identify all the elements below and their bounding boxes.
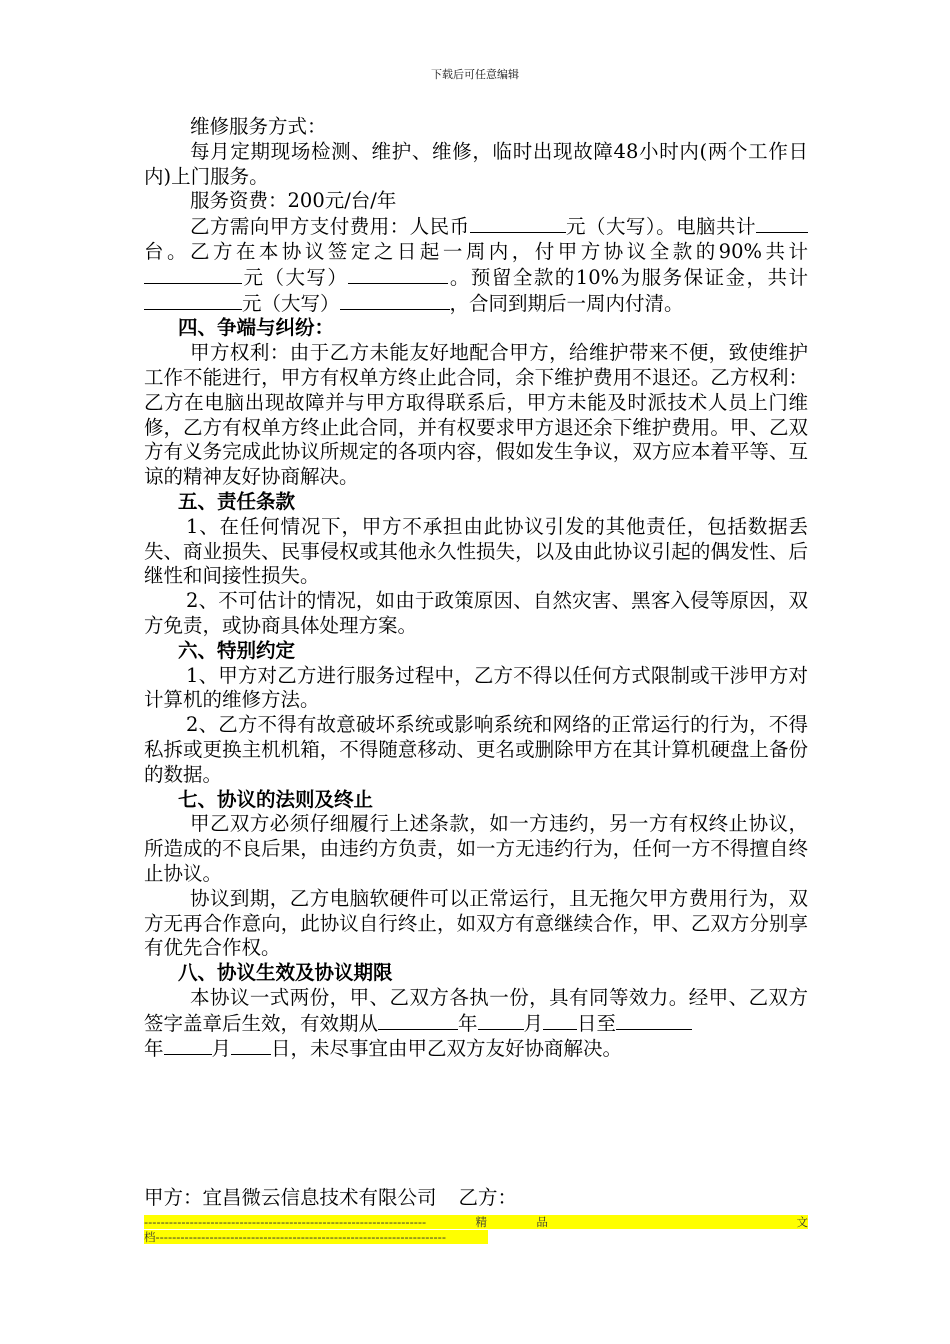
blank-90-uppercase[interactable] (348, 265, 448, 284)
term-text: 日，未尽事宜由甲乙双方友好协商解决。 (271, 1037, 623, 1061)
footer-spacer (597, 1215, 747, 1229)
section-5-item-2: 2、不可估计的情况，如由于政策原因、自然灾害、黑客入侵等原因，双方免责，或协商具体处理方案。 (144, 589, 808, 637)
blank-90-amount[interactable] (144, 265, 242, 284)
payment-text: 。预留全款的10%为服务保证金，共计 (448, 265, 808, 289)
blank-deposit-uppercase[interactable] (340, 291, 450, 310)
payment-text: 台。乙方在本协议签定之日起一周内，付甲方协议全款的90%共计 (144, 239, 808, 263)
section-7-paragraph-1: 甲乙双方必须仔细履行上述条款，如一方违约，另一方有权终止协议，所造成的不良后果，由违约方负责，如一方无违约行为，任何一方不得擅自终止协议。 (144, 812, 808, 885)
payment-text: 乙方需向甲方支付费用：人民币 (190, 215, 470, 239)
section-6-item-2: 2、乙方不得有故意破坏系统或影响系统和网络的正常运行的行为，不得私拆或更换主机机箱，不得随意移动、更名或删除甲方在其计算机硬盘上备份的数据。 (144, 713, 808, 786)
blank-end-day[interactable] (231, 1036, 271, 1055)
section-7-title: 七、协议的法则及终止 (178, 787, 374, 811)
footer-word: 文 (796, 1215, 808, 1229)
term-text: 月 (211, 1037, 232, 1061)
footer-word: 品 (536, 1215, 548, 1229)
service-method-text: 每月定期现场检测、维护、维修，临时出现故障48小时内(两个工作日内)上门服务。 (144, 139, 808, 188)
service-method-title: 维修服务方式： (190, 115, 327, 138)
section-5-title: 五、责任条款 (178, 489, 296, 513)
signature-parties (144, 1186, 517, 1210)
party-b-label: 乙方： (458, 1186, 518, 1209)
term-text: 年 (144, 1037, 164, 1061)
term-text: 年 (458, 1011, 478, 1035)
footer-dashes: -------------------------------------------------------------------- (144, 1215, 427, 1229)
payment-text: 。电脑共计 (656, 215, 756, 239)
payment-text: 元（大写） (565, 215, 657, 239)
footer-word: 精 (475, 1215, 488, 1229)
header-note: 下载后可任意编辑 (431, 68, 519, 81)
term-text: 日至 (577, 1011, 617, 1035)
blank-amount[interactable] (470, 214, 566, 233)
blank-start-year[interactable] (378, 1011, 458, 1030)
section-5-item-1: 1、在任何情况下，甲方不承担由此协议引发的其他责任，包括数据丢失、商业损失、民事侵权或其他永久性损失，以及由此协议引起的偶发性、后继性和间接性损失。 (144, 514, 808, 588)
section-4-paragraph: 甲方权利：由于乙方未能友好地配合甲方，给维护带来不便，致使维护工作不能进行，甲方有权单方终止此合同，余下维护费用不退还。乙方权利：乙方在电脑出现故障并与甲方取得联系后，甲方未能及时派技术人员上门维修，乙方有权单方终止此合同，并有权要求甲方退还余下维护费用。甲、乙双方有义务完成此协议所规定的各项内容，假如发生争议，双方应本着平等、互谅的精神友好协商解决。 (144, 341, 808, 489)
section-4-title: 四、争端与纠纷： (178, 316, 335, 340)
section-6-title: 六、特别约定 (178, 638, 296, 662)
footer-watermark-line-2: 档---------------------------------------------------------------------- (144, 1230, 488, 1244)
footer-watermark-line-1 (144, 1215, 808, 1229)
payment-text: 元（大写） (242, 265, 349, 289)
blank-start-day[interactable] (543, 1011, 577, 1030)
section-8-title: 八、协议生效及协议期限 (178, 961, 393, 985)
term-text: 本协议一式两份，甲、乙双方各执一份，具有同等效力。经甲、乙双方签字盖章后生效，有效期从 (144, 985, 808, 1035)
section-6-item-1: 1、甲方对乙方进行服务过程中，乙方不得以任何方式限制或干涉甲方对计算机的维修方法。 (144, 663, 808, 712)
payment-text: ，合同到期后一周内付清。 (449, 291, 684, 315)
payment-text: 元（大写） (242, 291, 340, 315)
section-8-paragraph (144, 986, 808, 1062)
blank-computer-count[interactable] (756, 214, 808, 233)
section-7-paragraph-2: 协议到期，乙方电脑软硬件可以正常运行，且无拖欠甲方费用行为，双方无再合作意向，此协议自行终止，如双方有意继续合作，甲、乙双方分别享有优先合作权。 (144, 886, 808, 960)
blank-end-month[interactable] (164, 1036, 212, 1055)
contract-body (144, 115, 808, 1062)
blank-start-month[interactable] (478, 1011, 524, 1030)
blank-end-year[interactable] (616, 1011, 692, 1030)
payment-paragraph (144, 214, 808, 316)
term-text: 月 (523, 1011, 544, 1035)
party-a-label: 甲方：宜昌微云信息技术有限公司 (144, 1186, 437, 1209)
service-fee: 服务资费：200元/台/年 (190, 189, 397, 213)
blank-deposit-amount[interactable] (144, 291, 242, 310)
